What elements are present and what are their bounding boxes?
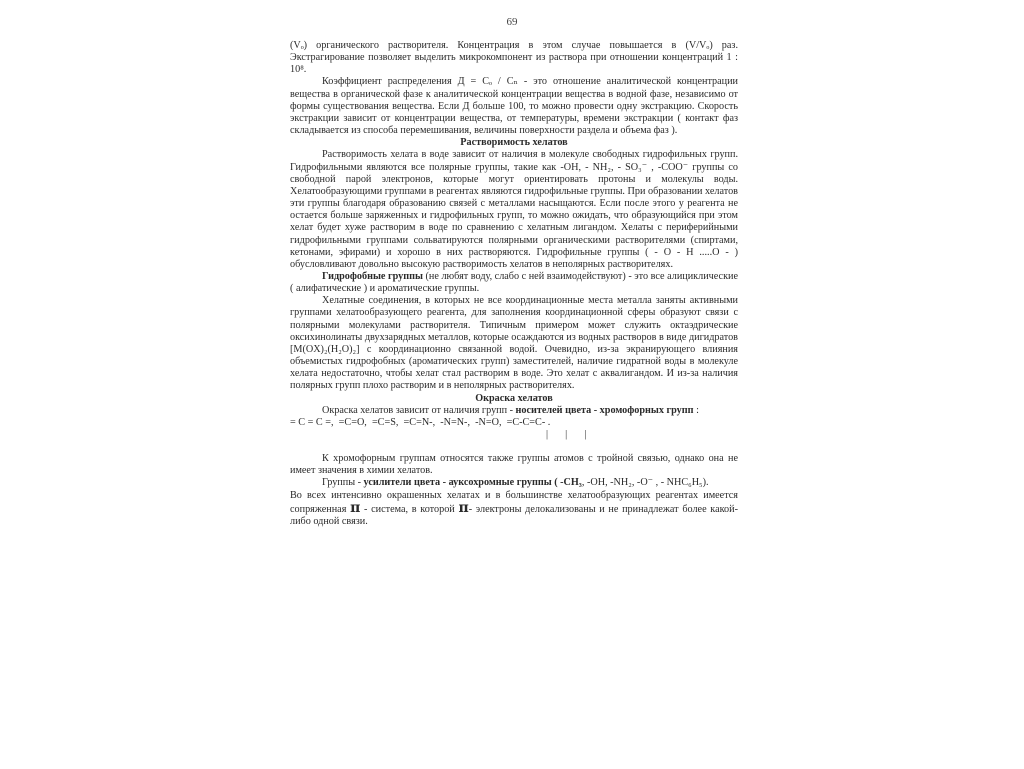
text-column (290, 40, 738, 528)
term-auxochromes: усилители цвета - ауксохромные группы ( -CH₃ (363, 477, 582, 489)
term-hydrophobic: Гидрофобные группы (322, 270, 423, 282)
paragraph-hydrophobic-groups (290, 271, 738, 295)
heading-chelate-color: Окраска хелатов (475, 392, 553, 404)
paragraph-pi-system: Во всех интенсивно окрашенных хелатах и в большинстве хелатообразующих реагентах имеется сопряженная π - система, в которой π- электроны делокализованы и не принадлежат более какой-либо одной связи. (290, 489, 738, 527)
paragraph-volume-ratio: (Vₒ) органического растворителя. Концентрация в этом случае повышается в (V/Vₒ) раз. Экстрагирование позволяет выделить микрокомпонент из раствора при отношении концентраций 1 : 10⁸. (290, 40, 738, 76)
paragraph-chelate-compounds: Хелатные соединения, в которых не все координационные места металла заняты активными группами хелатообразующего реагента, для заполнения координационной сферы образуют связи с полярными молекулами растворителя. Типичным примером может служить октаэдрические оксихинолинаты двухзарядных металлов, которые осаждаются из водных растворов в виде дигидратов [M(OX)₂(H₂O)₂] с координационно связанной водой. Очевидно, из-за экранирующего влияния объемистых гидрофобных (ароматических групп) заместителей, наличие гидратной воды в молекуле хелата недостаточно, чтобы хелат стал растворим в воде. Это хелат с аквалигандом. И из-за наличия полярных групп плохо растворим и в неполярных растворителях. (290, 295, 738, 392)
term-chromophores: носителей цвета - хромофорных групп (515, 404, 694, 416)
spacer (290, 441, 738, 453)
paragraph-auxochromes: Группы - усилители цвета - ауксохромные группы ( -CH₃, -OH, -NH₂, -O⁻ , - NHC₆H₅). (322, 477, 709, 489)
paragraph-triple-bond: К хромофорным группам относятся также группы атомов с тройной связью, однако она не имеет значения в химии хелатов. (290, 453, 738, 477)
pi-symbol: π (458, 499, 469, 516)
formula-bonds: | | | (546, 429, 591, 440)
heading-chelate-solubility: Растворимость хелатов (460, 137, 568, 149)
page-number: 69 (506, 16, 518, 28)
hydrophobic-description: (не любят воду, слабо с ней взаимодействуют) - это все алициклические ( алифатические ) и ароматические группы. (290, 270, 739, 295)
paragraph-hydrophilic-groups: Растворимость хелата в воде зависит от наличия в молекуле свободных гидрофильных групп. Гидрофильными являются все полярные группы, такие как -OH, - NH₂, - SO₃⁻ , -COO⁻ группы со свободной парой электронов, которые могут ориентировать протоны и молекулы воды. Хелатообразующими группами в реагентах являются гидрофильные группы. При образовании хелатов эти группы благодаря образованию связей с металлами насыщаются. Если после этого у реагента не остается больше заряженных и гидрофильных групп, то можно ожидать, что образующийся при этом хелат будет хуже растворим в воде по сравнению с хелатным лигандом. Хелаты с периферийными гидрофильными группами сольватируются полярными органическими растворителями (спиртами, кетонами, эфирами) и хорошо в них растворяются. Гидрофильные группы ( - O - H .....O - ) обусловливают довольно высокую растворимость хелатов в неполярных растворителях. (290, 149, 738, 270)
pi-symbol: π (350, 499, 361, 516)
chromophore-formula: = C = C =, =C=O, =C=S, =C=N-, -N=N-, -N=O, =C-C=C- . (290, 416, 551, 428)
paragraph-distribution-coefficient: Коэффициент распределения Д = Cₒ / Cₙ - это отношение аналитической концентрации вещества в органической фазе к аналитической концентрации вещества в водной фазе, независимо от формы существования вещества. Если Д больше 100, то можно провести одну экстракцию. Скорость экстракции зависит от концентрации вещества, от температуры, времени экстракции ( контакт фаз складывается из способа перемешивания, величины поверхности раздела и объема фаз ). (290, 76, 738, 137)
paragraph-chromophores: Окраска хелатов зависит от наличия групп - носителей цвета - хромофорных групп : (322, 404, 699, 416)
